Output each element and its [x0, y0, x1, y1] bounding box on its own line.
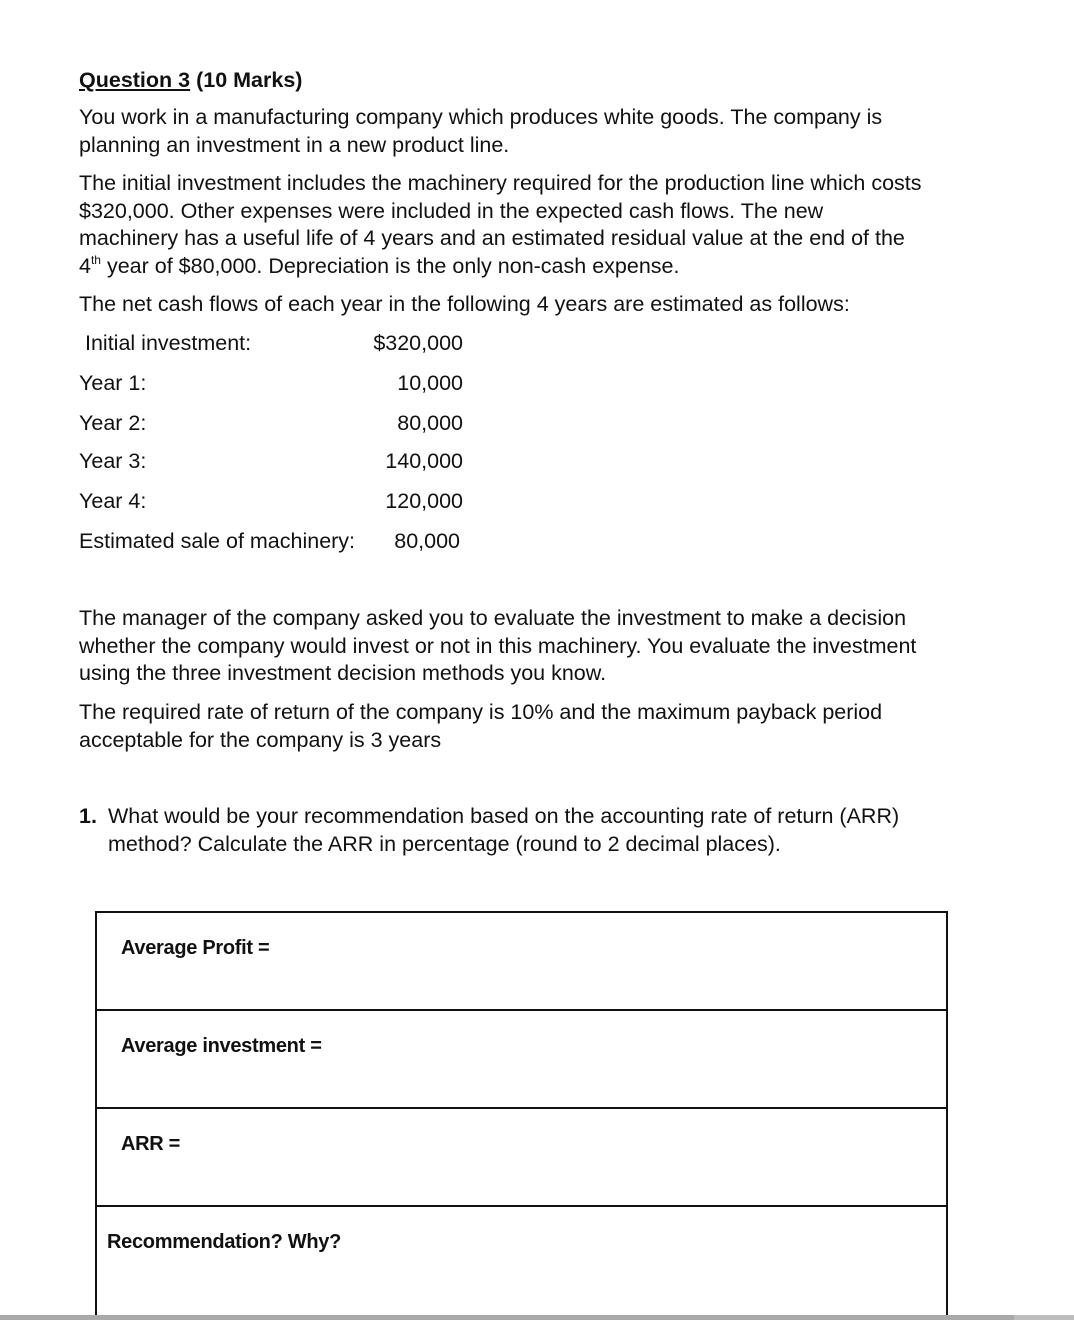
para4-line: using the three investment decision methods you know.	[79, 661, 607, 685]
para5-line: acceptable for the company is 3 years	[79, 728, 442, 752]
para4-line: whether the company would invest or not in this machinery. You evaluate the investment	[79, 634, 917, 658]
ordinal-number: 4	[79, 254, 91, 278]
arr-cell[interactable]	[97, 1109, 946, 1207]
scrollbar-thumb[interactable]	[1014, 1315, 1074, 1320]
cash-flow-label: Year 3:	[79, 449, 147, 473]
para5-line: The required rate of return of the company is 10% and the maximum payback period	[79, 700, 883, 724]
cash-flow-value: 120,000	[385, 489, 463, 513]
cash-flow-label: Initial investment:	[85, 331, 252, 355]
horizontal-scrollbar[interactable]	[0, 1315, 1074, 1320]
cash-flow-label: Year 4:	[79, 489, 147, 513]
para1-line: planning an investment in a new product line.	[79, 133, 510, 157]
cash-flow-label: Year 1:	[79, 371, 147, 395]
question-marks: (10 Marks)	[190, 68, 303, 92]
cash-flow-value: 140,000	[385, 449, 463, 473]
para4-line: The manager of the company asked you to evaluate the investment to make a decision	[79, 606, 907, 630]
para2-line: $320,000. Other expenses were included in the expected cash flows. The new	[79, 199, 824, 223]
para2-line: The initial investment includes the machinery required for the production line which costs	[79, 171, 922, 195]
cash-flow-value: $320,000	[373, 331, 463, 355]
para2-text: year of $80,000. Depreciation is the only non-cash expense.	[100, 254, 680, 278]
q1-line: method? Calculate the ARR in percentage (round to 2 decimal places).	[108, 832, 781, 856]
arr-label: ARR =	[121, 1133, 181, 1155]
q1-number: 1.	[79, 804, 97, 828]
average-investment-cell[interactable]	[97, 1011, 946, 1109]
para1-line: You work in a manufacturing company which produces white goods. The company is	[79, 105, 883, 129]
average-profit-label: Average Profit =	[121, 937, 270, 959]
para2-line: machinery has a useful life of 4 years and an estimated residual value at the end of the	[79, 226, 905, 250]
cash-flow-value: 80,000	[397, 411, 463, 435]
average-profit-cell[interactable]	[97, 913, 946, 1011]
cash-flow-label: Year 2:	[79, 411, 147, 435]
question-number: Question 3	[79, 68, 191, 92]
recommendation-cell[interactable]	[97, 1207, 946, 1317]
cash-flow-label: Estimated sale of machinery:	[79, 529, 356, 553]
para2-line	[79, 252, 679, 280]
cash-flow-value: 10,000	[397, 371, 463, 395]
average-investment-label: Average investment =	[121, 1035, 322, 1057]
cash-flow-value: 80,000	[394, 529, 460, 553]
ordinal-suffix: th	[90, 253, 101, 267]
q1-line: What would be your recommendation based on the accounting rate of return (ARR)	[108, 804, 900, 828]
question-title	[79, 66, 302, 94]
para3: The net cash flows of each year in the following 4 years are estimated as follows:	[79, 292, 850, 316]
recommendation-label: Recommendation? Why?	[107, 1231, 342, 1253]
answer-table	[95, 911, 948, 1317]
